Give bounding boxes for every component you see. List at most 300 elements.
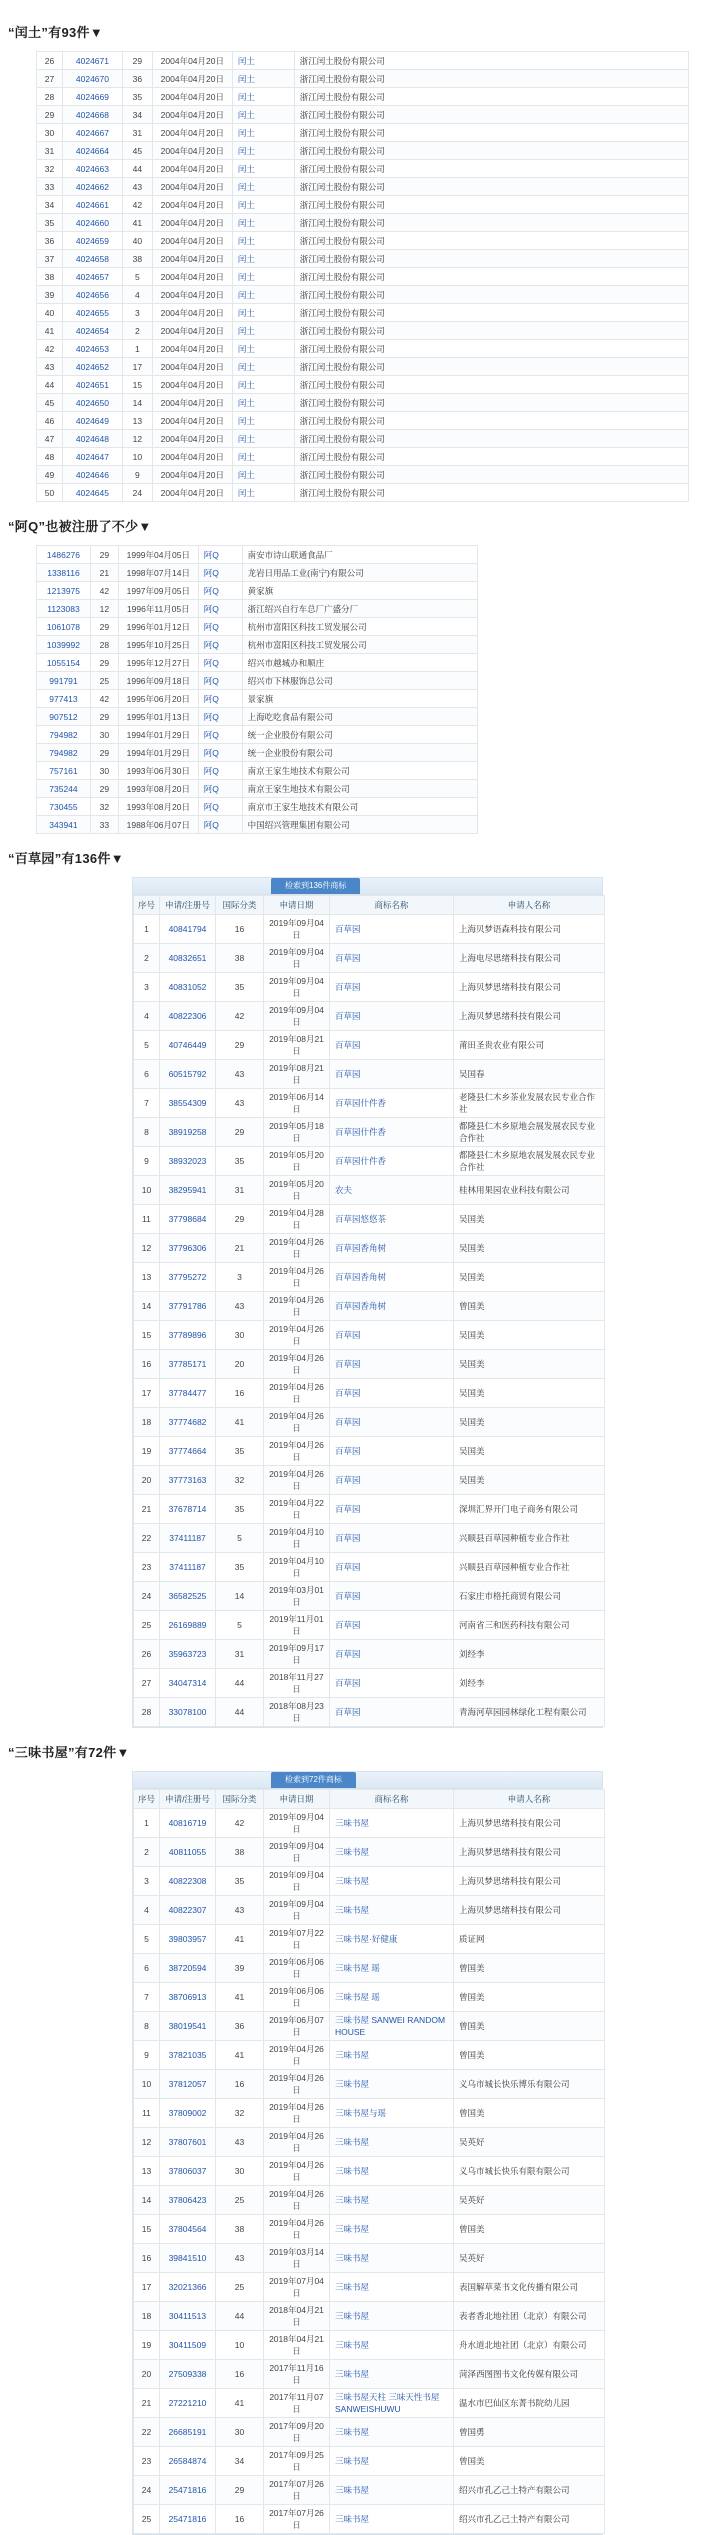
table-cell: 2017年11月07日 [264, 2389, 330, 2418]
table-row[interactable] [134, 1983, 605, 2012]
table-cell: 1486276 [37, 546, 91, 564]
table-cell: 曾国勇 [454, 2418, 605, 2447]
table-cell: 三味书屋 [330, 2302, 454, 2331]
table-cell: 浙江闰土股份有限公司 [294, 52, 688, 70]
table-row[interactable] [37, 708, 478, 726]
column-header[interactable]: 序号 [134, 1790, 160, 1809]
table-cell: 4 [134, 1002, 160, 1031]
table-cell: 浙江闰土股份有限公司 [294, 376, 688, 394]
table-row[interactable] [37, 142, 689, 160]
table-cell: 2019年04月26日 [264, 1466, 330, 1495]
table-row[interactable] [37, 798, 478, 816]
table-row[interactable] [134, 1954, 605, 1983]
table-cell: 三味书屋 [330, 1809, 454, 1838]
table-cell: 桂林用果园农业科技有限公司 [454, 1176, 605, 1205]
table-row[interactable] [134, 2012, 605, 2041]
table-cell: 16 [134, 1350, 160, 1379]
table-row[interactable] [134, 1640, 605, 1669]
table-cell: 27 [37, 70, 63, 88]
table-cell: 5 [134, 1925, 160, 1954]
table-cell: 百草园 [330, 1495, 454, 1524]
table-cell: 2004年04月20日 [152, 484, 232, 502]
table-row[interactable] [134, 1321, 605, 1350]
table-cell: 16 [216, 2360, 264, 2389]
table-cell: 37411187 [160, 1553, 216, 1582]
table-cell: 百草园 [330, 1350, 454, 1379]
table-cell: 2019年05月20日 [264, 1176, 330, 1205]
table-row[interactable] [37, 358, 689, 376]
table-cell: 三味书屋 [330, 2418, 454, 2447]
table-cell: 757161 [37, 762, 91, 780]
table-cell: 29 [216, 1205, 264, 1234]
table-cell: 闰土 [232, 340, 294, 358]
table-cell: 浙江闰土股份有限公司 [294, 124, 688, 142]
table-row[interactable] [134, 1263, 605, 1292]
table-cell: 都隆县仁木乡原地会展发展农民专业合作社 [454, 1118, 605, 1147]
table-row[interactable] [134, 1553, 605, 1582]
column-header[interactable]: 申请人名称 [454, 896, 605, 915]
table-row[interactable] [134, 1234, 605, 1263]
table-cell: 浙江闰土股份有限公司 [294, 484, 688, 502]
table-cell: 1999年04月05日 [118, 546, 198, 564]
column-header[interactable]: 申请日期 [264, 896, 330, 915]
column-header[interactable]: 国际分类 [216, 1790, 264, 1809]
table-row[interactable] [134, 915, 605, 944]
table-cell: 44 [216, 2302, 264, 2331]
table-row[interactable] [134, 2215, 605, 2244]
table-cell: 百草园 [330, 1437, 454, 1466]
table-cell: 35 [216, 1495, 264, 1524]
table-cell: 2019年04月22日 [264, 1495, 330, 1524]
table-cell: 41 [216, 1983, 264, 2012]
table-cell: 闰土 [232, 268, 294, 286]
table-cell: 36 [122, 70, 152, 88]
table-row[interactable] [37, 546, 478, 564]
table-cell: 2019年08月21日 [264, 1060, 330, 1089]
table-row[interactable] [134, 1524, 605, 1553]
table-row[interactable] [37, 744, 478, 762]
table-cell: 4024655 [62, 304, 122, 322]
table-row[interactable] [134, 973, 605, 1002]
table-row[interactable] [134, 1147, 605, 1176]
table-row[interactable] [37, 196, 689, 214]
table-cell: 都隆县仁木乡原地农展发展农民专业合作社 [454, 1147, 605, 1176]
table-cell: 18 [134, 1408, 160, 1437]
table-cell: 闰土 [232, 70, 294, 88]
table-cell: 2019年04月28日 [264, 1205, 330, 1234]
table-cell: 17 [134, 1379, 160, 1408]
table-cell: 阿Q [198, 636, 242, 654]
table-cell: 5 [122, 268, 152, 286]
table-row[interactable] [134, 1176, 605, 1205]
table-cell: 35 [216, 1147, 264, 1176]
table-cell: 2019年04月26日 [264, 1263, 330, 1292]
table-row[interactable] [37, 304, 689, 322]
result-card-baicaoyuan [132, 877, 603, 1728]
table-cell: 三味书屋·好健康 [330, 1925, 454, 1954]
table-row[interactable] [134, 944, 605, 973]
table-row[interactable] [134, 1582, 605, 1611]
table-cell: 40822307 [160, 1896, 216, 1925]
column-header[interactable]: 国际分类 [216, 896, 264, 915]
column-header[interactable]: 序号 [134, 896, 160, 915]
table-row[interactable] [37, 466, 689, 484]
table-cell: 5 [216, 1611, 264, 1640]
table-cell: 2004年04月20日 [152, 322, 232, 340]
table-cell: 37804564 [160, 2215, 216, 2244]
table-row[interactable] [134, 1896, 605, 1925]
table-cell: 30 [216, 1321, 264, 1350]
table-cell: 31 [216, 1640, 264, 1669]
column-header[interactable]: 申请日期 [264, 1790, 330, 1809]
table-cell: 曾国美 [454, 1983, 605, 2012]
table-cell: 阿Q [198, 582, 242, 600]
table-row[interactable] [37, 268, 689, 286]
table-cell: 30 [90, 762, 118, 780]
table-cell: 2019年09月04日 [264, 1896, 330, 1925]
table-cell: 百草园香角树 [330, 1263, 454, 1292]
table-row[interactable] [134, 1379, 605, 1408]
table-cell: 闰土 [232, 286, 294, 304]
table-row[interactable] [37, 124, 689, 142]
table-cell: 绍兴市孔乙己土特产有限公司 [454, 2476, 605, 2505]
column-header[interactable]: 商标名称 [330, 896, 454, 915]
table-row[interactable] [37, 88, 689, 106]
table-cell: 阿Q [198, 654, 242, 672]
table-cell: 闰土 [232, 448, 294, 466]
table-cell: 4024659 [62, 232, 122, 250]
table-row[interactable] [37, 430, 689, 448]
table-cell: 2018年08月23日 [264, 1698, 330, 1727]
table-cell: 闰土 [232, 232, 294, 250]
table-cell: 浙江闰土股份有限公司 [294, 250, 688, 268]
table-cell: 闰土 [232, 250, 294, 268]
table-row[interactable] [134, 1002, 605, 1031]
table-row[interactable] [37, 322, 689, 340]
table-cell: 4024663 [62, 160, 122, 178]
table-cell: 2 [134, 1838, 160, 1867]
table-cell: 10 [134, 2070, 160, 2099]
table-cell: 闰土 [232, 430, 294, 448]
table-cell: 34 [122, 106, 152, 124]
trademark-table-aq [36, 545, 478, 834]
table-row[interactable] [134, 2389, 605, 2418]
table-row[interactable] [134, 2447, 605, 2476]
table-row[interactable] [134, 1408, 605, 1437]
table-cell: 29 [216, 1031, 264, 1060]
table-cell: 37774682 [160, 1408, 216, 1437]
table-cell: 43 [216, 2244, 264, 2273]
table-row[interactable] [134, 2186, 605, 2215]
table-cell: 14 [134, 1292, 160, 1321]
table-cell: 三味书屋 [330, 2186, 454, 2215]
table-cell: 绍兴市下林服饰总公司 [242, 672, 477, 690]
table-cell: 13 [134, 1263, 160, 1292]
table-row[interactable] [37, 70, 689, 88]
table-cell: 三味书屋 [330, 2273, 454, 2302]
table-row[interactable] [37, 762, 478, 780]
table-row[interactable] [37, 286, 689, 304]
table-cell: 2 [134, 944, 160, 973]
table-cell: 三味书屋 [330, 2476, 454, 2505]
table-cell: 阿Q [198, 798, 242, 816]
table-row[interactable] [134, 2099, 605, 2128]
table-row[interactable] [134, 1031, 605, 1060]
table-cell: 4024657 [62, 268, 122, 286]
table-cell: 2019年04月10日 [264, 1524, 330, 1553]
table-row[interactable] [134, 1669, 605, 1698]
table-row[interactable] [134, 2302, 605, 2331]
table-row[interactable] [37, 636, 478, 654]
table-cell: 9 [134, 1147, 160, 1176]
table-cell: 1 [134, 1809, 160, 1838]
table-cell: 40822306 [160, 1002, 216, 1031]
table-cell: 2019年04月26日 [264, 1321, 330, 1350]
table-cell: 2019年03月01日 [264, 1582, 330, 1611]
table-row[interactable] [134, 1838, 605, 1867]
table-row[interactable] [37, 726, 478, 744]
table-cell: 25 [216, 2186, 264, 2215]
table-cell: 吴英好 [454, 2186, 605, 2215]
table-cell: 2004年04月20日 [152, 178, 232, 196]
table-cell: 41 [216, 2389, 264, 2418]
table-row[interactable] [134, 2505, 605, 2534]
table-cell: 三味书屋 [330, 2070, 454, 2099]
table-row[interactable] [134, 2070, 605, 2099]
table-cell: 2018年04月21日 [264, 2302, 330, 2331]
table-cell: 2004年04月20日 [152, 394, 232, 412]
table-cell: 37807601 [160, 2128, 216, 2157]
table-row[interactable] [37, 178, 689, 196]
table-cell: 30411509 [160, 2331, 216, 2360]
table-row[interactable] [37, 340, 689, 358]
trademark-table-runtu [36, 51, 689, 502]
table-row[interactable] [37, 448, 689, 466]
table-row[interactable] [134, 1060, 605, 1089]
table-cell: 37806423 [160, 2186, 216, 2215]
table-row[interactable] [37, 690, 478, 708]
table-cell: 4024656 [62, 286, 122, 304]
table-row[interactable] [37, 600, 478, 618]
table-cell: 2004年04月20日 [152, 106, 232, 124]
table-cell: 41 [216, 2041, 264, 2070]
table-row[interactable] [134, 1089, 605, 1118]
table-cell: 1 [122, 340, 152, 358]
table-cell: 36 [37, 232, 63, 250]
table-row[interactable] [37, 484, 689, 502]
table-cell: 730455 [37, 798, 91, 816]
table-cell: 2019年09月04日 [264, 1867, 330, 1896]
table-row[interactable] [134, 2360, 605, 2389]
table-cell: 29 [90, 546, 118, 564]
table-cell: 兴顺县百草园种植专业合作社 [454, 1524, 605, 1553]
table-cell: 百草园 [330, 1524, 454, 1553]
table-row[interactable] [37, 160, 689, 178]
table-cell: 2019年08月21日 [264, 1031, 330, 1060]
table-cell: 2017年11月16日 [264, 2360, 330, 2389]
table-row[interactable] [37, 672, 478, 690]
table-row[interactable] [37, 618, 478, 636]
table-cell: 阿Q [198, 600, 242, 618]
table-cell: 43 [216, 1060, 264, 1089]
table-cell: 43 [216, 1292, 264, 1321]
table-cell: 1995年01月13日 [118, 708, 198, 726]
table-cell: 中国绍兴管理集团有限公司 [242, 816, 477, 834]
table-cell: 义乌市城长快乐有限有限公司 [454, 2157, 605, 2186]
trademark-table-sanweishuwu [133, 1789, 605, 2534]
table-row[interactable] [134, 2244, 605, 2273]
table-cell: 百草园 [330, 1669, 454, 1698]
table-cell: 2004年04月20日 [152, 268, 232, 286]
table-cell: 绍兴市孔乙己土特产有限公司 [454, 2505, 605, 2534]
table-cell: 2 [122, 322, 152, 340]
table-row[interactable] [37, 214, 689, 232]
result-count-tab[interactable]: 检索到72件商标 [271, 1772, 356, 1788]
table-cell: 38 [216, 1838, 264, 1867]
table-cell: 40 [122, 232, 152, 250]
table-cell: 河南省三和医药科技有限公司 [454, 1611, 605, 1640]
table-cell: 19 [134, 2331, 160, 2360]
table-cell: 百草园什件香 [330, 1118, 454, 1147]
table-row[interactable] [37, 780, 478, 798]
table-row[interactable] [134, 1495, 605, 1524]
table-cell: 1993年08月20日 [118, 798, 198, 816]
table-cell: 2019年09月17日 [264, 1640, 330, 1669]
table-row[interactable] [134, 2418, 605, 2447]
table-cell: 44 [216, 1698, 264, 1727]
table-cell: 青海河草园园林绿化工程有限公司 [454, 1698, 605, 1727]
table-row[interactable] [37, 564, 478, 582]
table-cell: 991791 [37, 672, 91, 690]
table-cell: 吴国美 [454, 1350, 605, 1379]
table-cell: 2019年05月20日 [264, 1147, 330, 1176]
table-cell: 26584874 [160, 2447, 216, 2476]
table-cell: 上海贝梦思绪科技有限公司 [454, 1896, 605, 1925]
table-cell: 三味书屋 [330, 2244, 454, 2273]
table-row[interactable] [37, 376, 689, 394]
table-row[interactable] [134, 2128, 605, 2157]
table-cell: 百草园 [330, 973, 454, 1002]
table-cell: 21 [134, 2389, 160, 2418]
table-cell: 三味书屋 [330, 2128, 454, 2157]
table-cell: 3 [134, 1867, 160, 1896]
table-cell: 表国解草菜书文化传播有限公司 [454, 2273, 605, 2302]
table-cell: 吴国美 [454, 1466, 605, 1495]
table-cell: 37809002 [160, 2099, 216, 2128]
table-cell: 三味书屋 [330, 2505, 454, 2534]
table-cell: 4024654 [62, 322, 122, 340]
table-cell: 2004年04月20日 [152, 340, 232, 358]
table-row[interactable] [37, 816, 478, 834]
table-cell: 浙江闰土股份有限公司 [294, 322, 688, 340]
table-cell: 38295941 [160, 1176, 216, 1205]
table-row[interactable] [134, 1925, 605, 1954]
table-cell: 30 [37, 124, 63, 142]
table-row[interactable] [134, 1809, 605, 1838]
table-cell: 南京王家生地技术有限公司 [242, 780, 477, 798]
table-row[interactable] [37, 394, 689, 412]
table-cell: 曾国美 [454, 2041, 605, 2070]
table-row[interactable] [37, 232, 689, 250]
table-cell: 2019年09月04日 [264, 1838, 330, 1867]
table-row[interactable] [134, 1867, 605, 1896]
table-cell: 30 [90, 726, 118, 744]
column-header[interactable]: 申请人名称 [454, 1790, 605, 1809]
table-cell: 统一企业股份有限公司 [242, 744, 477, 762]
table-cell: 25471816 [160, 2505, 216, 2534]
table-row[interactable] [134, 1611, 605, 1640]
result-count-tab[interactable]: 检索到136件商标 [271, 878, 360, 894]
table-cell: 40832651 [160, 944, 216, 973]
table-cell: 26169889 [160, 1611, 216, 1640]
table-cell: 10 [134, 1176, 160, 1205]
table-cell: 6 [134, 1060, 160, 1089]
column-header[interactable]: 申请/注册号 [160, 1790, 216, 1809]
table-cell: 34 [216, 2447, 264, 2476]
table-row[interactable] [134, 1698, 605, 1727]
table-row[interactable] [134, 2476, 605, 2505]
table-row[interactable] [134, 1466, 605, 1495]
table-cell: 31 [216, 1176, 264, 1205]
table-cell: 1996年09月18日 [118, 672, 198, 690]
table-row[interactable] [37, 654, 478, 672]
table-row[interactable] [134, 2157, 605, 2186]
table-cell: 曾国美 [454, 1954, 605, 1983]
table-cell: 1994年01月29日 [118, 726, 198, 744]
table-cell: 45 [37, 394, 63, 412]
table-cell: 38019541 [160, 2012, 216, 2041]
table-cell: 三味书屋 瑶 [330, 1954, 454, 1983]
table-cell: 龙岩日用品工业(南宁)有限公司 [242, 564, 477, 582]
table-row[interactable] [134, 1118, 605, 1147]
table-row[interactable] [134, 2273, 605, 2302]
table-cell: 33 [37, 178, 63, 196]
table-row[interactable] [134, 2041, 605, 2070]
table-cell: 29 [90, 780, 118, 798]
table-row[interactable] [37, 106, 689, 124]
column-header[interactable]: 申请/注册号 [160, 896, 216, 915]
table-cell: 三味书屋 [330, 2215, 454, 2244]
table-cell: 35 [216, 1867, 264, 1896]
table-cell: 2019年07月22日 [264, 1925, 330, 1954]
table-cell: 百草园什件香 [330, 1089, 454, 1118]
table-row[interactable] [37, 250, 689, 268]
table-cell: 百草园 [330, 1408, 454, 1437]
table-row[interactable] [134, 1292, 605, 1321]
table-cell: 35 [216, 1437, 264, 1466]
table-row[interactable] [37, 582, 478, 600]
table-row[interactable] [134, 1205, 605, 1234]
table-cell: 37678714 [160, 1495, 216, 1524]
table-cell: 闰土 [232, 484, 294, 502]
table-row[interactable] [134, 1350, 605, 1379]
table-cell: 25 [134, 2505, 160, 2534]
table-cell: 刘经李 [454, 1669, 605, 1698]
table-row[interactable] [134, 2331, 605, 2360]
table-cell: 7 [134, 1983, 160, 2012]
table-cell: 阿Q [198, 762, 242, 780]
table-row[interactable] [37, 412, 689, 430]
table-cell: 4024649 [62, 412, 122, 430]
table-cell: 43 [216, 2128, 264, 2157]
table-row[interactable] [134, 1437, 605, 1466]
table-cell: 42 [90, 582, 118, 600]
column-header[interactable]: 商标名称 [330, 1790, 454, 1809]
table-cell: 23 [134, 2447, 160, 2476]
table-row[interactable] [37, 52, 689, 70]
table-cell: 44 [122, 160, 152, 178]
table-cell: 12 [134, 1234, 160, 1263]
